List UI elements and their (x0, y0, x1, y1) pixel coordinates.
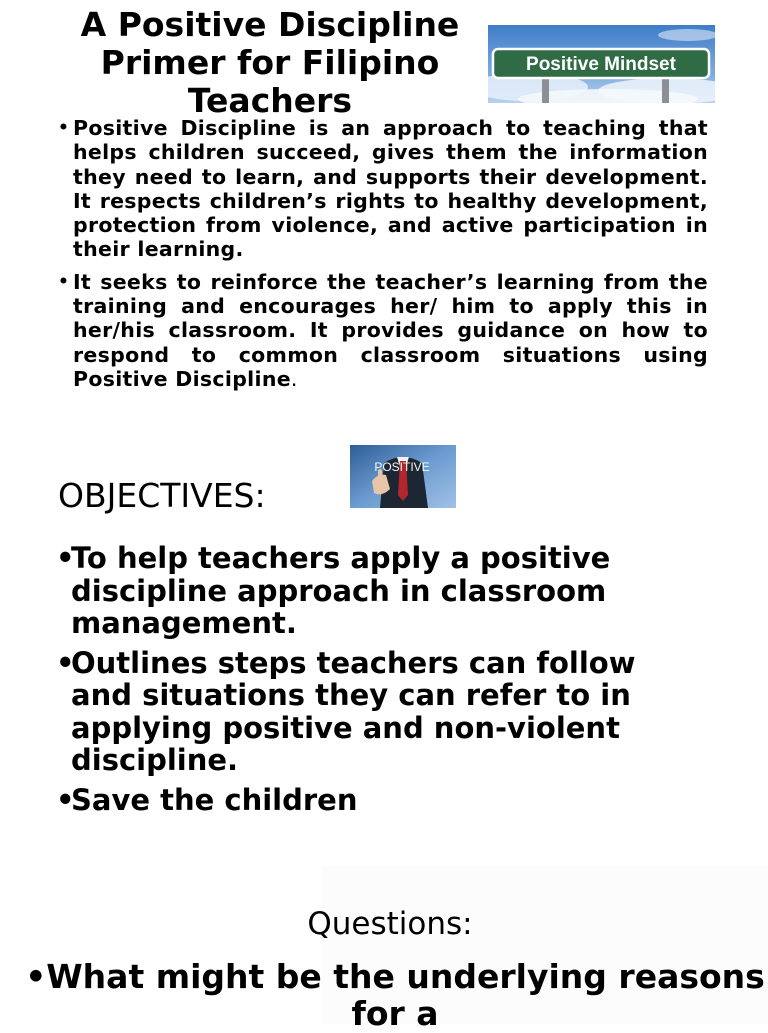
hand-text: POSITIVE (374, 460, 430, 474)
question-item (0, 958, 768, 1032)
road-sign-icon (488, 25, 715, 103)
objectives-heading: OBJECTIVES: (58, 476, 266, 515)
questions-heading: Questions: (307, 906, 473, 942)
intro-bullet-text: Positive Discipline is an approach to teaching that helps children succeed, gives them the information they need to learn, and supports their development. It respects children’s rights to healthy development, protection from violence, and active participation in their learning. (73, 116, 708, 262)
intro-bullet-list (56, 116, 708, 399)
objective-text: To help teachers apply a positive discipline approach in classroom management. (71, 541, 611, 640)
page-title: A Positive Discipline Primer for Filipino Teachers (80, 5, 460, 120)
objective-text: Outlines steps teachers can follow and situations they can refer to in applying positive and non-violent discipline. (71, 645, 636, 777)
question-text: What might be the underlying reasons for a (46, 957, 765, 1033)
period-mark: . (290, 366, 298, 391)
intro-bullet-item (56, 116, 708, 262)
businessman-pointing-icon (350, 445, 456, 508)
bullet-icon: • (58, 271, 70, 292)
positive-mindset-sign-image (488, 25, 715, 103)
bullet-icon: • (58, 118, 70, 138)
objective-text: Save the children (71, 782, 358, 817)
bullet-icon: • (56, 782, 75, 817)
objective-item (56, 542, 696, 640)
objectives-list (56, 542, 696, 823)
objective-item (56, 647, 696, 777)
intro-bullet-text: It seeks to reinforce the teacher’s learning from the training and encourages her/ him to apply this in her/his classroom. It provides guidance on how to respond to common classroom situations using Positive Discipline (73, 269, 708, 391)
objective-item (56, 784, 696, 817)
bullet-icon: • (56, 541, 75, 575)
sign-text: Positive Mindset (526, 54, 676, 75)
bullet-icon: • (25, 957, 47, 996)
bullet-icon: • (56, 645, 75, 680)
positive-hand-image (350, 445, 456, 508)
intro-bullet-item (56, 270, 708, 391)
